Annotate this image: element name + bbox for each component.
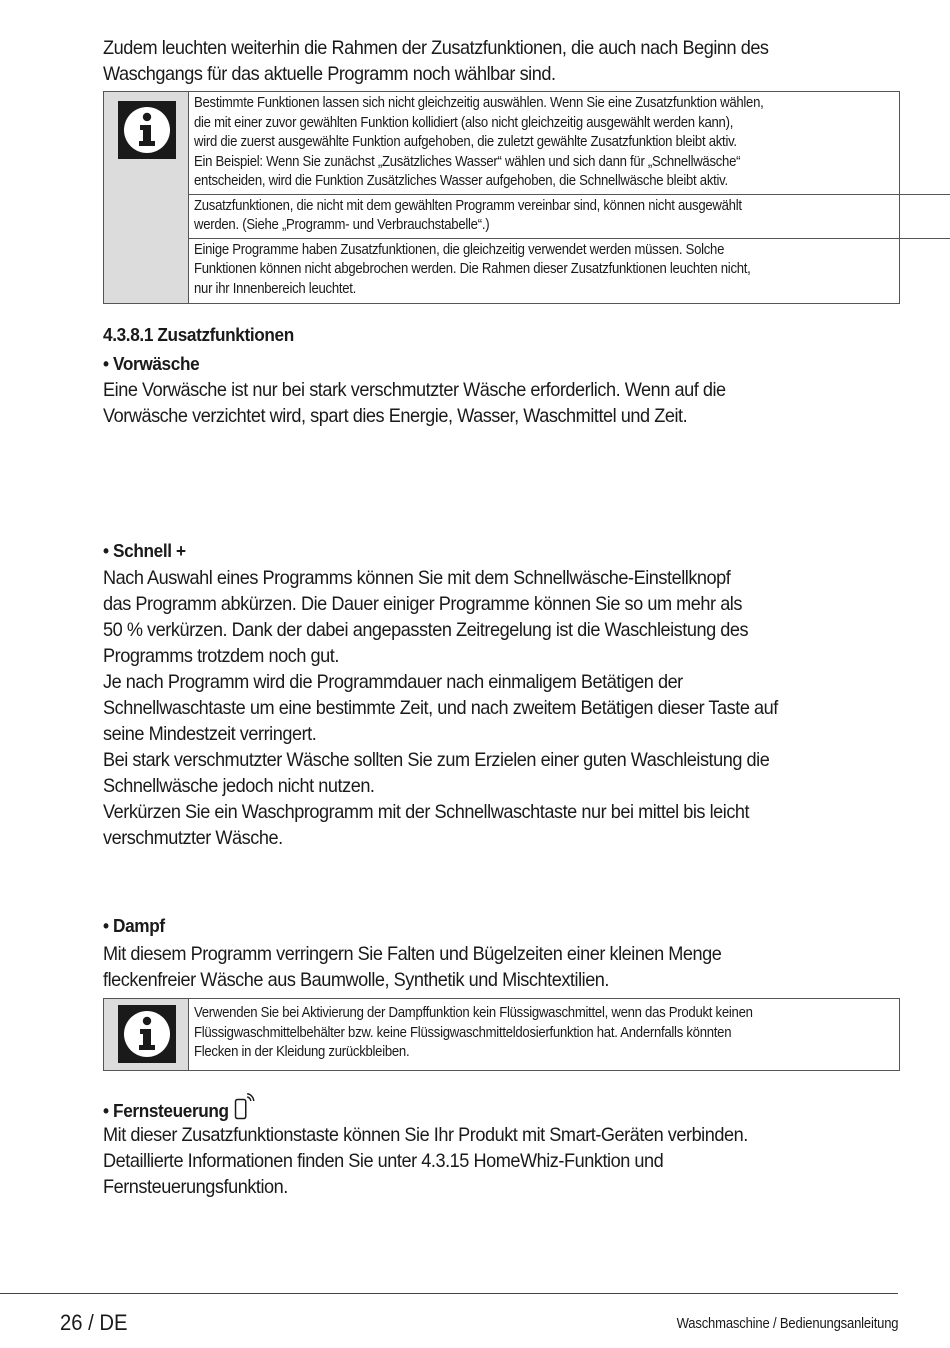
schnell-line: Programms trotzdem noch gut.	[103, 645, 339, 667]
fernsteuerung-heading-row	[103, 1093, 255, 1123]
page-number: 26 / DE	[60, 1310, 128, 1335]
info-icon-cell	[104, 999, 189, 1070]
info-line: Funktionen können nicht abgebrochen werden. Die Rahmen dieser Zusatzfunktionen leuchten nicht,	[194, 261, 751, 277]
info-line: Flüssigwaschmittelbehälter bzw. keine Flüssigwaschmitteldosierfunktion hat. Andernfalls könnten	[194, 1024, 732, 1041]
schnell-line: Bei stark verschmutzter Wäsche sollten Sie zum Erzielen einer guten Waschleistung die	[103, 749, 770, 771]
schnell-line: Schnellwäsche jedoch nicht nutzen.	[103, 775, 375, 797]
info-line: die mit einer zuvor gewählten Funktion kollidiert (also nicht gleichzeitig ausgewählt werden kann),	[194, 114, 734, 131]
info-box-rows	[189, 92, 950, 303]
info-line: Zusatzfunktionen, die nicht mit dem gewählten Programm vereinbar sind, können nicht ausgewählt	[194, 197, 742, 214]
vorwaesche-paragraph	[103, 377, 894, 429]
info-box-functions	[103, 91, 900, 304]
fernsteuerung-paragraph	[103, 1122, 894, 1200]
info-line: Ein Beispiel: Wenn Sie zunächst „Zusätzliches Wasser“ wählen und sich dann für „Schnellwäsche“	[194, 153, 741, 170]
info-line: Flecken in der Kleidung zurückbleiben.	[194, 1044, 410, 1060]
intro-line: Waschgangs für das aktuelle Programm noch wählbar sind.	[103, 63, 556, 85]
dampf-heading: • Dampf	[103, 915, 165, 936]
info-box-rows	[189, 999, 950, 1070]
info-line: entscheiden, wird die Funktion Zusätzliches Wasser aufgehoben, die Schnellwäsche bleibt aktiv.	[194, 173, 728, 189]
schnell-line: Schnellwaschtaste um eine bestimmte Zeit, und nach zweitem Betätigen dieser Taste auf	[103, 697, 778, 719]
vorwaesche-line: Eine Vorwäsche ist nur bei stark verschmutzter Wäsche erforderlich. Wenn auf die	[103, 379, 726, 401]
schnell-line: verschmutzter Wäsche.	[103, 827, 283, 849]
info-line: nur ihr Innenbereich leuchtet.	[194, 280, 357, 297]
info-line: Bestimmte Funktionen lassen sich nicht gleichzeitig auswählen. Wenn Sie eine Zusatzfunktion wählen,	[194, 95, 764, 111]
schnell-line: Verkürzen Sie ein Waschprogramm mit der Schnellwaschtaste nur bei mittel bis leicht	[103, 801, 750, 823]
info-line: wird die zuerst ausgewählte Funktion aufgehoben, die zuletzt gewählte Zusatzfunktion bleibt aktiv.	[194, 134, 737, 150]
info-row	[189, 195, 950, 239]
schnell-paragraph	[103, 565, 894, 851]
info-row	[189, 92, 950, 195]
schnell-line: Je nach Programm wird die Programmdauer nach einmaligem Betätigen der	[103, 671, 683, 693]
info-line: werden. (Siehe „Programm- und Verbrauchstabelle“.)	[194, 217, 490, 233]
dampf-line: fleckenfreier Wäsche aus Baumwolle, Synthetik und Mischtextilien.	[103, 969, 610, 991]
remote-phone-icon	[234, 1093, 254, 1121]
fernsteuerung-line: Fernsteuerungsfunktion.	[103, 1176, 288, 1198]
section-title: 4.3.8.1 Zusatzfunktionen	[103, 324, 294, 345]
intro-paragraph	[103, 35, 894, 87]
intro-line: Zudem leuchten weiterhin die Rahmen der Zusatzfunktionen, die auch nach Beginn des	[103, 37, 769, 59]
vorwaesche-line: Vorwäsche verzichtet wird, spart dies Energie, Wasser, Waschmittel und Zeit.	[103, 405, 688, 427]
schnell-line: 50 % verkürzen. Dank der dabei angepassten Zeitregelung ist die Waschleistung des	[103, 619, 749, 641]
schnell-line: Nach Auswahl eines Programms können Sie mit dem Schnellwäsche-Einstellknopf	[103, 567, 731, 589]
footer-divider	[0, 1293, 898, 1294]
info-icon-cell	[104, 92, 189, 303]
dampf-line: Mit diesem Programm verringern Sie Falten und Bügelzeiten einer kleinen Menge	[103, 943, 722, 965]
document-title: Waschmaschine / Bedienungsanleitung	[676, 1316, 898, 1332]
schnell-heading: • Schnell +	[103, 540, 186, 561]
fernsteuerung-line: Detaillierte Informationen finden Sie unter 4.3.15 HomeWhiz-Funktion und	[103, 1150, 664, 1172]
info-row	[189, 999, 950, 1065]
schnell-line: das Programm abkürzen. Die Dauer einiger Programme können Sie so um mehr als	[103, 593, 742, 615]
vorwaesche-heading: • Vorwäsche	[103, 353, 200, 374]
info-line: Verwenden Sie bei Aktivierung der Dampffunktion kein Flüssigwaschmittel, wenn das Produkt keinen	[194, 1005, 753, 1021]
info-icon	[118, 101, 176, 159]
info-box-dampf	[103, 998, 900, 1071]
schnell-line: seine Mindestzeit verringert.	[103, 723, 317, 745]
info-icon	[118, 1005, 176, 1063]
dampf-paragraph	[103, 941, 894, 993]
fernsteuerung-heading: • Fernsteuerung	[103, 1100, 229, 1121]
info-row	[189, 239, 950, 302]
info-line: Einige Programme haben Zusatzfunktionen, die gleichzeitig verwendet werden müssen. Solche	[194, 241, 725, 258]
fernsteuerung-line: Mit dieser Zusatzfunktionstaste können Sie Ihr Produkt mit Smart-Geräten verbinden.	[103, 1124, 748, 1146]
